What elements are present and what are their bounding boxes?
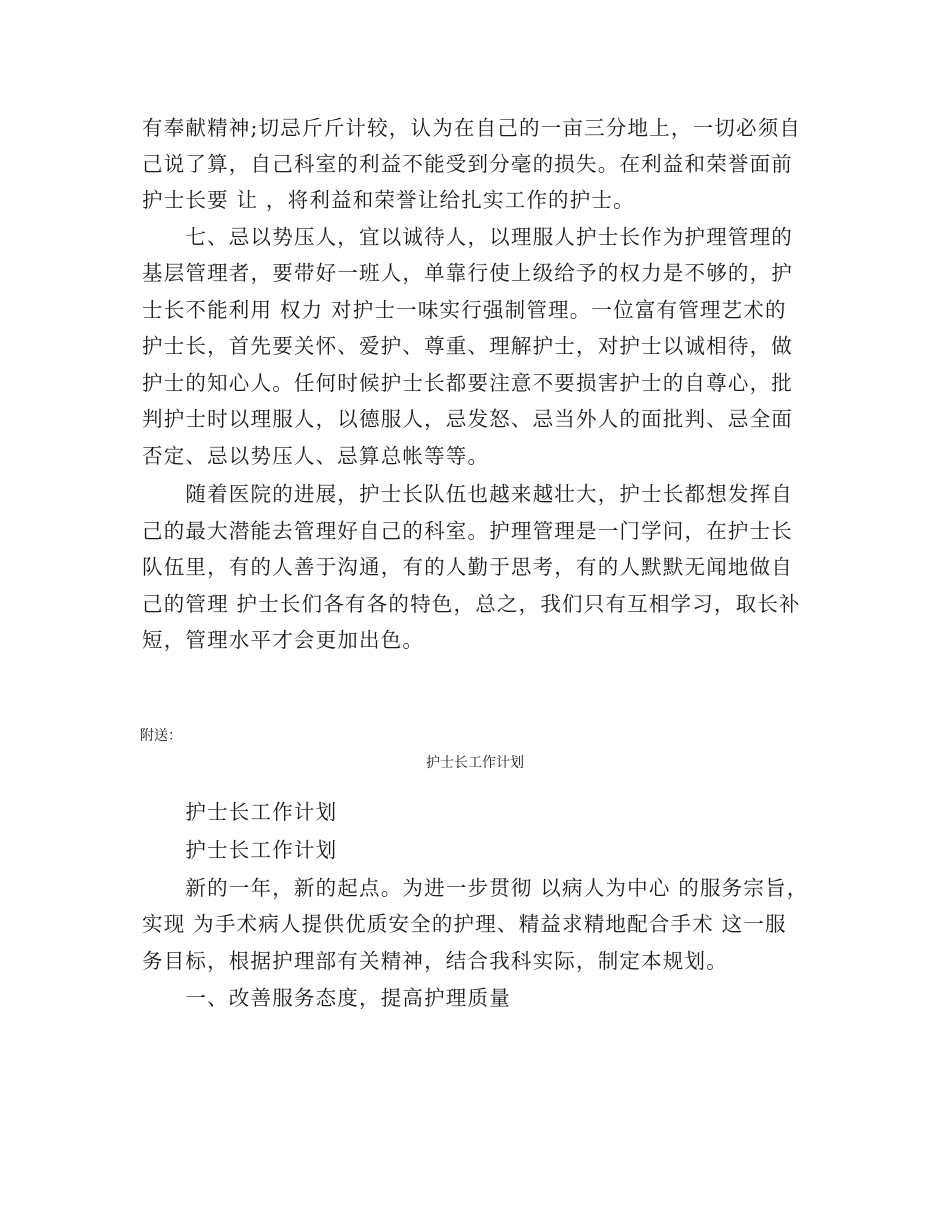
paragraph-line: 己的管理 护士长们各有各的特色，总之，我们只有互相学习，取长补 — [142, 592, 801, 616]
paragraph-line: 护士的知心人。任何时候护士长都要注意不要损害护士的自尊心，批 — [142, 371, 793, 395]
paragraph-line: 一、改善服务态度，提高护理质量 — [142, 986, 511, 1010]
paragraph-line: 基层管理者，要带好一班人，单靠行使上级给予的权力是不够的，护 — [142, 261, 793, 285]
paragraph-line: 实现 为手术病人提供优质安全的护理、精益求精地配合手术 这一服 — [142, 912, 787, 936]
appendix-title: 护士长工作计划 — [426, 755, 524, 771]
paragraph-line: 有奉献精神;切忌斤斤计较，认为在自己的一亩三分地上，一切必须自 — [142, 116, 802, 140]
paragraph-line: 护士长要 让 ，将利益和荣誉让给扎实工作的护士。 — [142, 188, 635, 212]
paragraph-line: 己说了算，自己科室的利益不能受到分毫的损失。在利益和荣誉面前 — [142, 152, 793, 176]
appendix-label: 附送： — [140, 728, 182, 744]
paragraph-line: 短，管理水平才会更加出色。 — [142, 628, 425, 652]
paragraph-line: 判护士时以理服人，以德服人，忌发怒、忌当外人的面批判、忌全面 — [142, 407, 793, 431]
paragraph-line: 护士长工作计划 — [142, 800, 338, 824]
paragraph-line: 七、忌以势压人，宜以诚待人，以理服人护士长作为护理管理的 — [142, 225, 793, 249]
paragraph-line: 队伍里，有的人善于沟通，有的人勤于思考，有的人默默无闻地做自 — [142, 555, 793, 579]
paragraph-line: 新的一年，新的起点。为进一步贯彻 以病人为中心 的服务宗旨， — [142, 876, 809, 900]
paragraph-line: 否定、忌以势压人、忌算总帐等等。 — [142, 444, 490, 468]
paragraph-line: 护士长，首先要关怀、爱护、尊重、理解护士，对护士以诚相待，做 — [142, 334, 793, 358]
paragraph-line: 随着医院的进展，护士长队伍也越来越壮大，护士长都想发挥自 — [142, 482, 793, 506]
paragraph-line: 护士长工作计划 — [142, 838, 338, 862]
paragraph-line: 士长不能利用 权力 对护士一味实行强制管理。一位富有管理艺术的 — [142, 298, 787, 322]
paragraph-line: 务目标，根据护理部有关精神，结合我科实际，制定本规划。 — [142, 949, 728, 973]
paragraph-line: 己的最大潜能去管理好自己的科室。护理管理是一门学问，在护士长 — [142, 519, 793, 543]
